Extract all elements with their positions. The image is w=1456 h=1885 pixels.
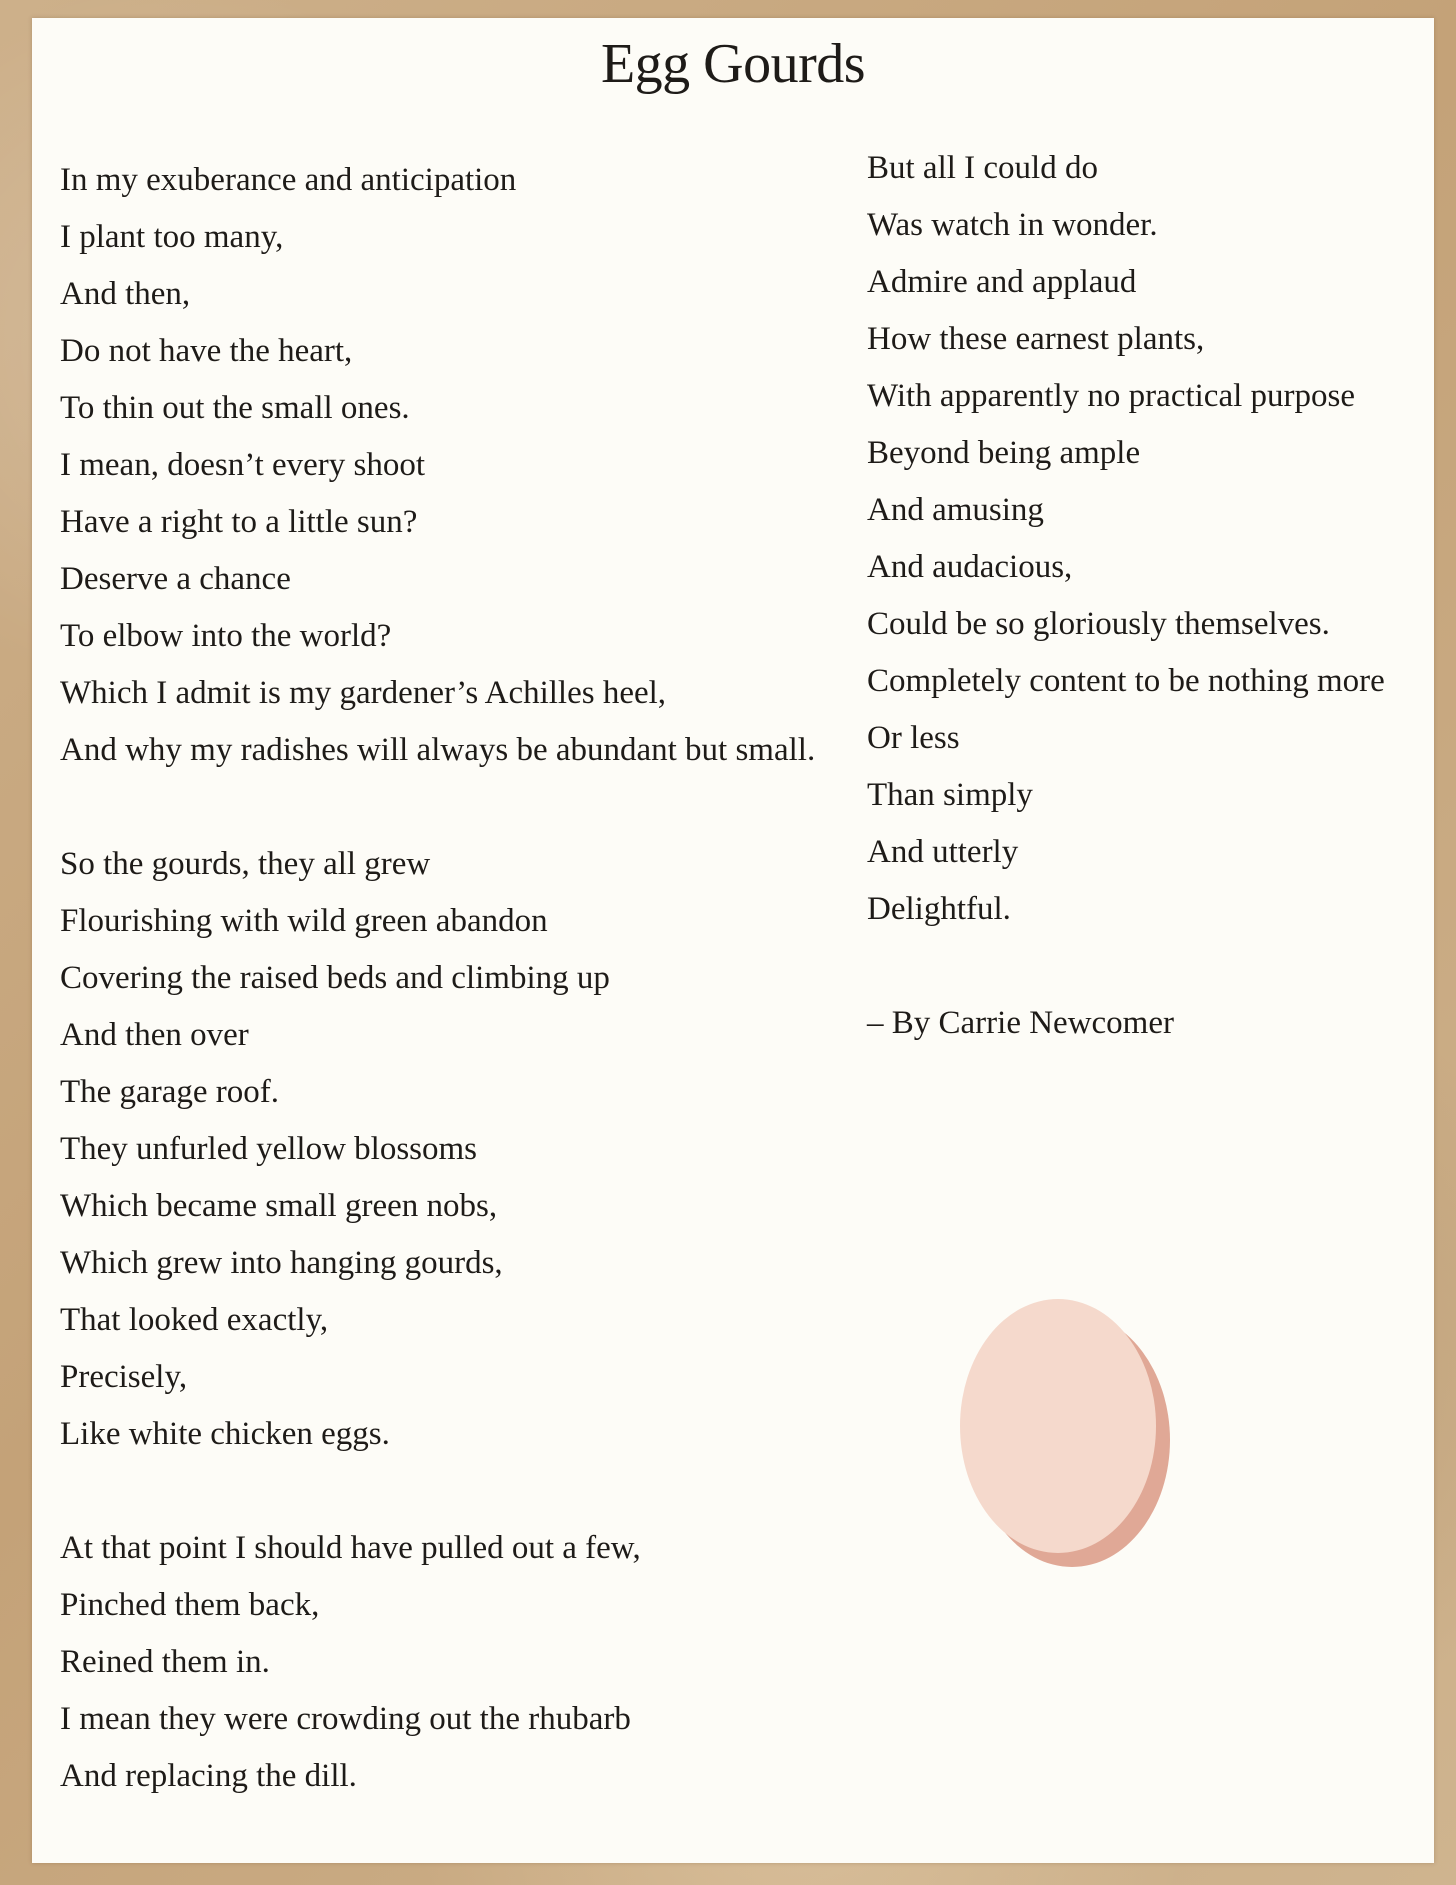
poem-line: In my exuberance and anticipation	[60, 162, 517, 198]
poem-title: Egg Gourds	[600, 33, 866, 95]
poem-line: I mean, doesn’t every shoot	[60, 447, 426, 483]
poem-byline: – By Carrie Newcomer	[867, 1005, 1174, 1041]
stanza-3	[60, 1520, 860, 1805]
stanza-break	[867, 938, 1427, 995]
right-column	[867, 140, 1427, 1052]
poem-line: But all I could do	[867, 150, 1098, 186]
poem-line: The garage roof.	[60, 1074, 279, 1110]
poem-line: And then over	[60, 1017, 249, 1053]
egg-face	[960, 1299, 1156, 1553]
egg-illustration	[960, 1274, 1176, 1570]
poem-line: And why my radishes will always be abundant but small.	[60, 732, 816, 768]
stanza-2	[60, 836, 860, 1463]
poem-line: They unfurled yellow blossoms	[60, 1131, 478, 1167]
poem-line: And audacious,	[867, 549, 1073, 585]
poem-line: Have a right to a little sun?	[60, 504, 418, 540]
poem-page	[32, 18, 1434, 1863]
poem-line: At that point I should have pulled out a few,	[60, 1530, 641, 1566]
stanza-break	[60, 1463, 860, 1520]
poem-line: Reined them in.	[60, 1644, 270, 1680]
poem-line: And utterly	[867, 834, 1019, 870]
poem-line: Covering the raised beds and climbing up	[60, 960, 610, 996]
poem-line: Which grew into hanging gourds,	[60, 1245, 503, 1281]
poem-line: That looked exactly,	[60, 1302, 329, 1338]
stanza-4	[867, 140, 1427, 938]
poem-line: To elbow into the world?	[60, 618, 392, 654]
poem-line: So the gourds, they all grew	[60, 846, 431, 882]
poem-line: Delightful.	[867, 891, 1011, 927]
poem-line: Which I admit is my gardener’s Achilles heel,	[60, 675, 667, 711]
poem-line: And then,	[60, 276, 191, 312]
stanza-1	[60, 152, 860, 779]
poem-line: And amusing	[867, 492, 1044, 528]
poem-line: Beyond being ample	[867, 435, 1141, 471]
poem-line: Was watch in wonder.	[867, 207, 1158, 243]
poem-line: Flourishing with wild green abandon	[60, 903, 548, 939]
poem-line: Do not have the heart,	[60, 333, 353, 369]
poem-line: Completely content to be nothing more	[867, 663, 1385, 699]
poem-line: Which became small green nobs,	[60, 1188, 498, 1224]
poem-line: To thin out the small ones.	[60, 390, 410, 426]
poem-line: Could be so gloriously themselves.	[867, 606, 1330, 642]
poem-line: Pinched them back,	[60, 1587, 320, 1623]
poem-line: I plant too many,	[60, 219, 284, 255]
poem-line: Than simply	[867, 777, 1033, 813]
stanza-break	[60, 779, 860, 836]
poem-line: Like white chicken eggs.	[60, 1416, 390, 1452]
poem-line: Deserve a chance	[60, 561, 291, 597]
poem-line: And replacing the dill.	[60, 1758, 357, 1794]
poem-line: Or less	[867, 720, 960, 756]
poem-line: Precisely,	[60, 1359, 188, 1395]
left-column	[60, 152, 860, 1805]
poem-line: Admire and applaud	[867, 264, 1137, 300]
poem-line: I mean they were crowding out the rhubarb	[60, 1701, 631, 1737]
poem-line: How these earnest plants,	[867, 321, 1205, 357]
poem-line: With apparently no practical purpose	[867, 378, 1355, 414]
